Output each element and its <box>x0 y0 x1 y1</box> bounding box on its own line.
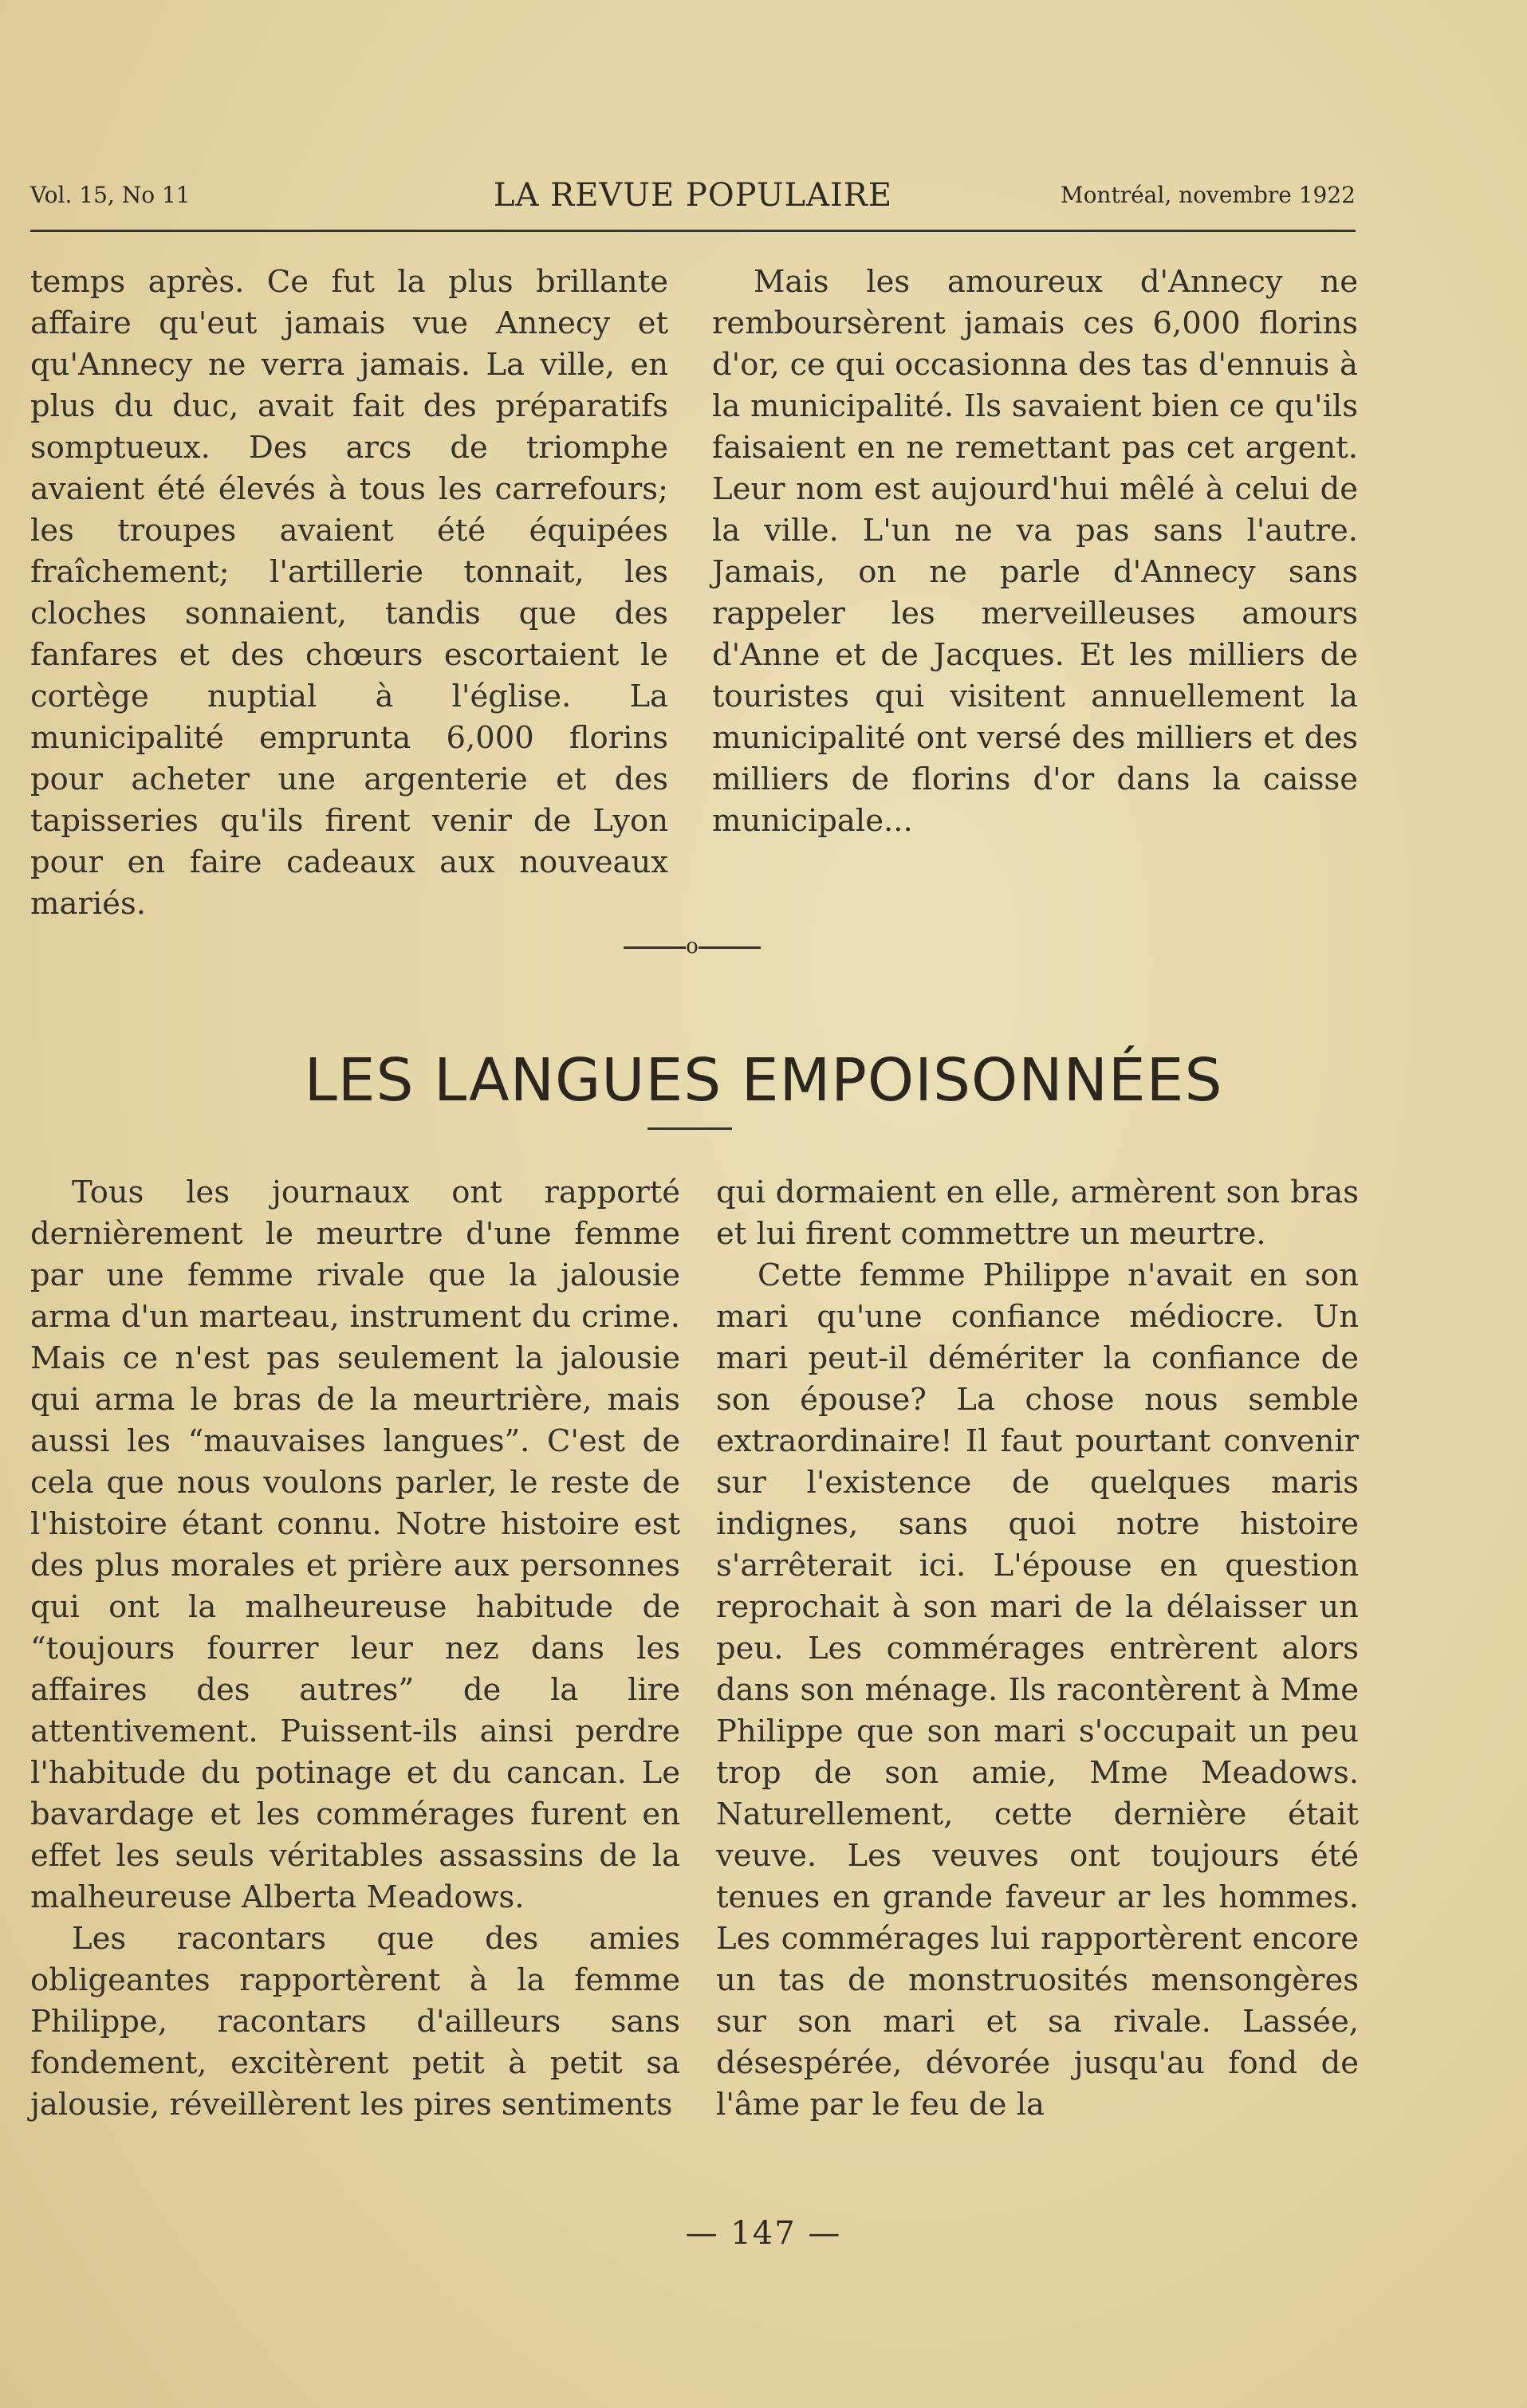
paragraph: temps après. Ce fut la plus brillante affaire qu'eut jamais vue Annecy et qu'Annecy ne verra jamais. La ville, en plus du duc, avait fait des préparatifs somptueux. Des arcs de triomphe avaient été élevés à tous les carrefours; les troupes avaient été équipées fraîchement; l'artillerie tonnait, les cloches sonnaient, tandis que des fanfares et des chœurs escortaient le cortège nuptial à l'église. La municipalité emprunta 6,000 florins pour acheter une argenterie et des tapisseries qu'ils firent venir de Lyon pour en faire cadeaux aux nouveaux mariés. <box>30 264 668 922</box>
publication-title: LA REVUE POPULAIRE <box>493 177 893 214</box>
paragraph: Les racontars que des amies obligeantes rapportèrent à la femme Philippe, racontars d'ailleurs sans fondement, excitèrent petit à petit sa jalousie, réveillèrent les pires sentiments <box>30 1921 680 2123</box>
paragraph: qui dormaient en elle, armèrent son bras et lui firent commettre un meurtre. <box>716 1174 1359 1252</box>
volume-number: Vol. 15, No 11 <box>30 182 191 208</box>
section-divider <box>596 934 788 966</box>
prev-article-column-right <box>712 262 1358 842</box>
divider-line <box>624 946 686 949</box>
article-column-left <box>30 1172 680 2126</box>
title-rule <box>647 1127 732 1130</box>
divider-ornament: o <box>686 934 699 958</box>
running-header <box>30 177 1356 225</box>
header-rule <box>30 230 1356 232</box>
dateline: Montréal, novembre 1922 <box>1060 182 1356 208</box>
paragraph: Tous les journaux ont rapporté dernièrement le meurtre d'une femme par une femme rivale que la jalousie arma d'un marteau, instrument du crime. Mais ce n'est pas seulement la jalousie qui arma le bras de la meurtrière, mais aussi les “mauvaises langues”. C'est de cela que nous voulons parler, le reste de l'histoire étant connu. Notre histoire est des plus morales et prière aux personnes qui ont la malheureuse habitude de “toujours fourrer leur nez dans les affaires des autres” de la lire attentivement. Puissent-ils ainsi perdre l'habitude du potinage et du cancan. Le bavardage et les commérages furent en effet les seuls véritables assassins de la malheureuse Alberta Meadows. <box>30 1174 680 1915</box>
paragraph: Cette femme Philippe n'avait en son mari qu'une confiance médiocre. Un mari peut-il démériter la confiance de son épouse? La chose nous semble extraordinaire! Il faut pourtant convenir sur l'existence de quelques maris indignes, sans quoi notre histoire s'arrêterait ici. L'épouse en question reprochait à son mari de la délaisser un peu. Les commérages entrèrent alors dans son ménage. Ils racontèrent à Mme Philippe que son mari s'occupait un peu trop de son amie, Mme Meadows. Naturellement, cette dernière était veuve. Les veuves ont toujours été tenues en grande faveur ar les hommes. Les commérages lui rapportèrent encore un tas de monstruosités mensongères sur son mari et sa rivale. Lassée, désespérée, dévorée jusqu'au fond de l'âme par le feu de la <box>716 1257 1359 2123</box>
divider-line <box>699 946 761 949</box>
article-column-right <box>716 1172 1359 2126</box>
article-title: LES LANGUES EMPOISONNÉES <box>304 1045 1223 1115</box>
paragraph: Mais les amoureux d'Annecy ne remboursèrent jamais ces 6,000 florins d'or, ce qui occasionna des tas d'ennuis à la municipalité. Ils savaient bien ce qu'ils faisaient en ne remettant pas cet argent. Leur nom est aujourd'hui mêlé à celui de la ville. L'un ne va pas sans l'autre. Jamais, on ne parle d'Annecy sans rappeler les merveilleuses amours d'Anne et de Jacques. Et les milliers de touristes qui visitent annuellement la municipalité ont versé des milliers et des milliers de florins d'or dans la caisse municipale... <box>712 264 1358 839</box>
page-number: — 147 — <box>685 2215 842 2252</box>
prev-article-column-left <box>30 262 668 925</box>
